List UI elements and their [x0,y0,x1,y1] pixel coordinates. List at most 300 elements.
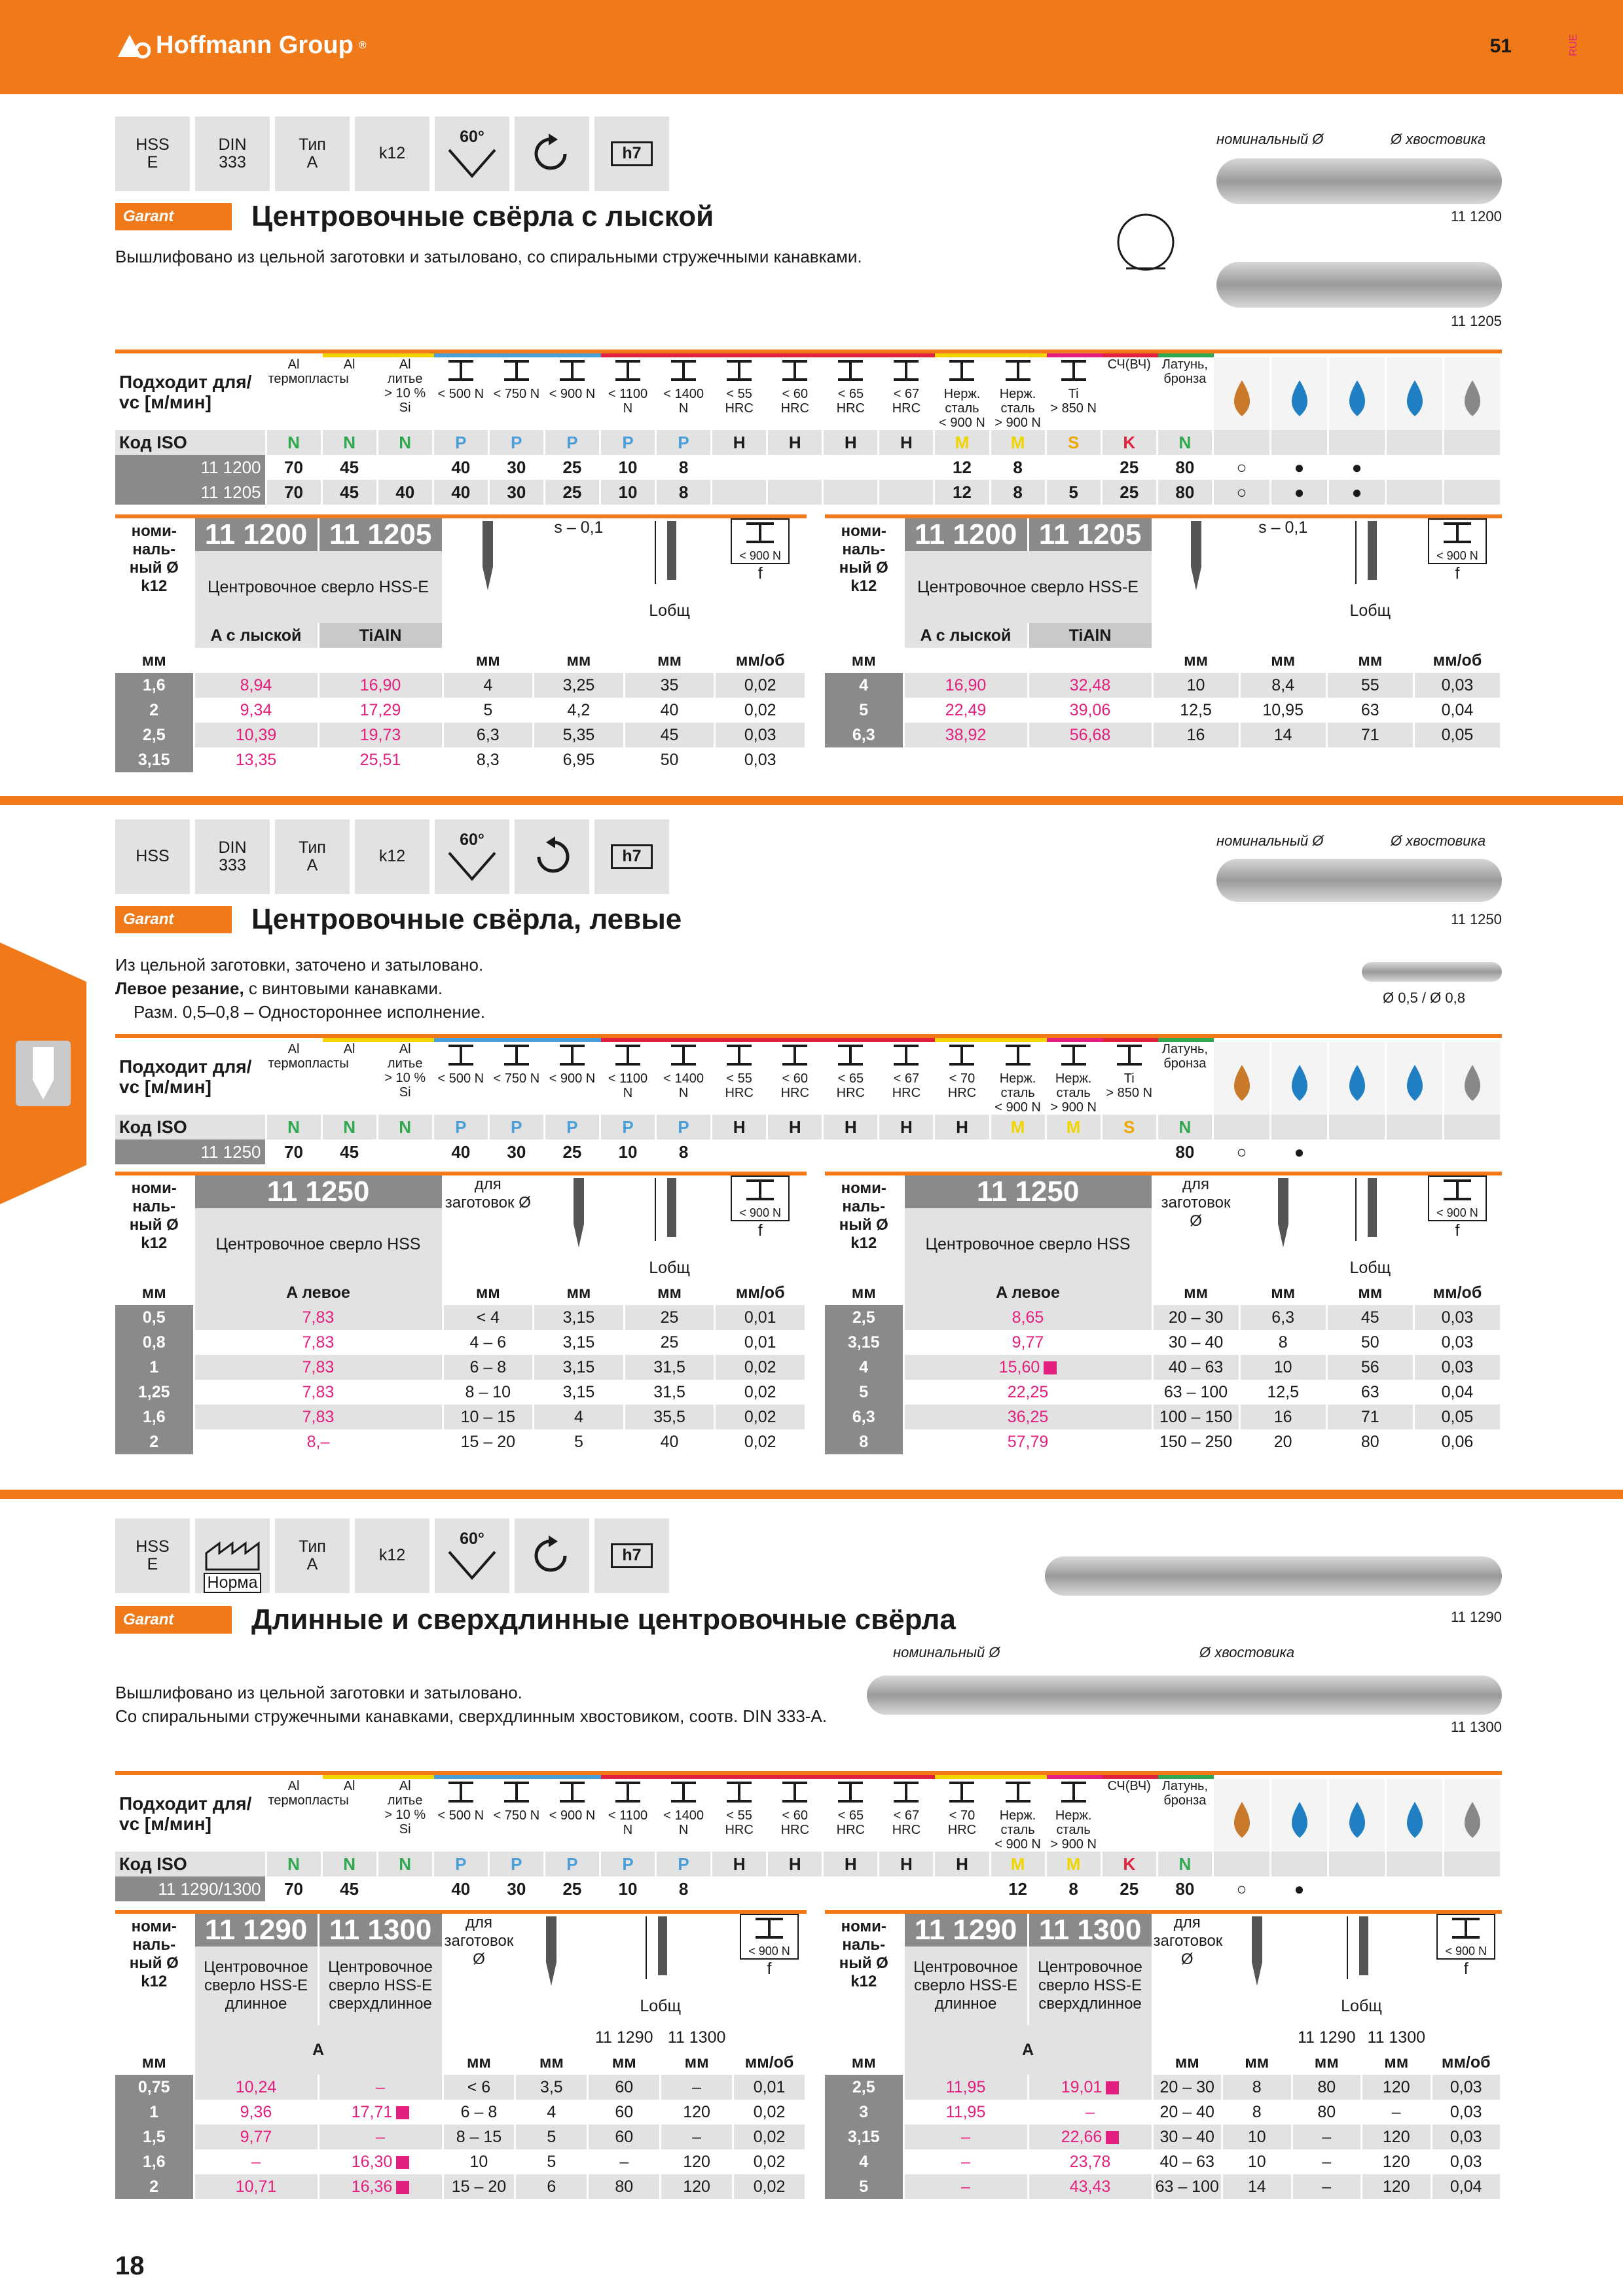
table-cell: 9,36 [194,2100,318,2125]
table-cell: 16,30 [318,2149,443,2174]
cutting-speed: 30 [488,1139,544,1164]
iso-code: P [544,1115,600,1139]
iso-code: P [600,430,655,455]
iso-code: P [656,1115,712,1139]
cutting-speed [767,1139,823,1164]
material-header: Al [321,355,377,430]
table-cell: – [903,2174,1028,2199]
tolerance-badge: k12 [355,117,429,191]
table-cell: 80 [1326,1429,1413,1454]
unit: мм [443,2050,515,2075]
material-header: < 1100 N [600,1777,655,1852]
table-row [115,2125,806,2149]
blank-header: для заготовок Ø [443,1175,534,1280]
cutting-speed: 25 [1101,480,1157,505]
iso-code: P [544,430,600,455]
drill-icon-cell [1239,1175,1326,1280]
hoffmann-logo-icon [115,32,151,60]
unit: мм/об [715,1280,806,1305]
cutting-speed: 8 [656,1876,712,1901]
table-cell: 13,35 [194,747,318,772]
coolant-mark: ● [1271,480,1328,505]
table-cell: 0,04 [1413,698,1501,723]
table-cell: 12,5 [1152,698,1239,723]
table-cell: 0,02 [715,1429,806,1454]
coolant-mark [1328,1139,1386,1164]
coating-label: A левое [903,1280,1152,1305]
table-cell: 3,5 [515,2075,588,2100]
table-cell: 16,36 [318,2174,443,2199]
product-name: Центровочное сверло HSS-E [903,551,1152,623]
iso-code: P [544,1852,600,1876]
unit: мм/об [1413,648,1501,673]
spray-icon [1328,1040,1386,1115]
shank-label: Ø хвостовика [1391,833,1486,849]
iso-code: N [321,430,377,455]
unit: мм [115,1280,194,1305]
length-header: Lобщ [1326,518,1413,623]
table-cell: 100 – 150 [1152,1405,1239,1429]
cutting-speed: 45 [321,1876,377,1901]
article-number: 11 1250 [194,1175,443,1208]
table-cell: 36,25 [903,1405,1152,1429]
table-cell: 0,03 [1413,1355,1501,1380]
materials-table [115,1038,1502,1164]
drill-icon [566,1175,592,1254]
table-cell: – [661,2075,733,2100]
iso-label: Код ISO [115,1852,266,1876]
cutting-speed: 25 [1101,1876,1157,1901]
coating-label: A с лыской [194,623,318,648]
table-cell: 5 [825,698,903,723]
new-marker-icon [396,2156,409,2169]
table-cell: 25 [624,1330,715,1355]
table-cell: 2,5 [825,1305,903,1330]
material-header: < 67 HRC [879,1040,934,1115]
table-row [825,2100,1501,2125]
table-cell: 43,43 [1028,2174,1152,2199]
table-cell: 8,3 [443,747,534,772]
cutting-speed: 10 [600,455,655,480]
dimension-table-left [115,1172,807,1454]
material-header: Al термопласты [266,1040,321,1115]
coolant-mark [1386,1139,1444,1164]
nominal-header: номи- наль- ный Ø k12 [115,518,194,623]
table-cell: 2 [115,2174,194,2199]
cutting-speed [712,455,767,480]
material-header: < 1400 N [656,355,712,430]
image-caption: 11 1250 [1451,911,1502,927]
cutting-speed [879,1139,934,1164]
shank-tolerance-icon: h7 [594,117,669,191]
cutting-speed: 12 [990,1876,1046,1901]
material-header: < 70 HRC [934,1040,990,1115]
article-number: 11 1205 [318,518,443,551]
section-title: Центровочные свёрла, левые [251,903,682,935]
iso-code: P [600,1115,655,1139]
cutting-speed: 25 [544,1876,600,1901]
table-row [115,1380,806,1405]
type-label: A [194,2025,443,2075]
property-icons [115,819,669,894]
material-badge: HSS E [115,117,190,191]
cutting-speed [934,1139,990,1164]
table-cell: 50 [624,747,715,772]
cutting-speed: 80 [1157,1876,1213,1901]
table-cell: 0,02 [733,2149,806,2174]
feed-header: < 900 N f [715,518,806,623]
coolant-mark [1386,455,1444,480]
table-cell: 40 [624,698,715,723]
dimension-table-right [825,1172,1502,1454]
unit: мм [115,2050,194,2075]
table-cell: 8 – 15 [443,2125,515,2149]
material-header: Нерж. сталь > 900 N [1046,1040,1101,1115]
cutting-speed [823,1139,879,1164]
table-row [115,747,806,772]
cutting-speed: 40 [433,1876,488,1901]
no-coolant-icon [1386,1777,1444,1852]
drill-icon-cell [534,1175,625,1280]
unit: мм [1292,2050,1362,2075]
material-header: < 1100 N [600,355,655,430]
table-cell: 9,77 [903,1330,1152,1355]
table-cell: 10,95 [1239,698,1326,723]
feed-header: < 900 N f [1413,518,1501,623]
table-cell: 0,06 [1413,1429,1501,1454]
table-cell: 25 [624,1305,715,1330]
table-cell: 3,25 [534,673,625,698]
table-row [825,1355,1501,1380]
table-cell: 57,79 [903,1429,1152,1454]
table-cell: 16,90 [903,673,1028,698]
length-icon [1351,518,1390,597]
table-row [825,723,1501,747]
iso-code: H [823,1852,879,1876]
material-header: Нерж. сталь > 900 N [990,355,1046,430]
section-description: Вышлифовано из цельной заготовки и затыловано, со спиральными стружечными канавками. [115,247,862,266]
table-row [825,1330,1501,1355]
material-header: < 55 HRC [712,1040,767,1115]
table-cell: 4 [825,673,903,698]
iso-code: P [488,1115,544,1139]
table-cell: 0,03 [1431,2100,1501,2125]
coolant-mark: ● [1328,455,1386,480]
table-cell: 0,05 [1413,1405,1501,1429]
product-name: Центровочное сверло HSS [194,1208,443,1280]
cutting-speed: 70 [266,455,321,480]
cutting-speed: 70 [266,480,321,505]
cutting-speed: 8 [656,455,712,480]
cutting-speed [823,480,879,505]
table-cell: 14 [1239,723,1326,747]
table-cell: 8 [825,1429,903,1454]
table-cell: 2 [115,698,194,723]
new-marker-icon [1106,2081,1119,2094]
material-header: < 500 N [433,1040,488,1115]
table-cell: 20 [1239,1429,1326,1454]
table-cell: 22,66 [1028,2125,1152,2149]
material-header: < 67 HRC [879,355,934,430]
materials-table [115,1775,1502,1901]
table-cell: 10 [1222,2125,1292,2149]
material-header: < 60 HRC [767,1040,823,1115]
iso-code: M [934,430,990,455]
table-row [825,698,1501,723]
iso-label: Код ISO [115,1115,266,1139]
table-row [115,1429,806,1454]
table-cell: 60 [588,2075,661,2100]
table-cell: 8,– [194,1429,443,1454]
table-cell: 1,5 [115,2125,194,2149]
unit: мм [1152,1280,1239,1305]
cutting-speed: 5 [1046,480,1101,505]
cutting-speed [1046,455,1101,480]
cutting-speed: 12 [934,455,990,480]
table-cell: 0,04 [1431,2174,1501,2199]
table-cell: 4 [825,2149,903,2174]
cutting-speed: 40 [377,480,433,505]
section-description: Вышлифовано из цельной заготовки и затыловано. Со спиральными стружечными канавками, сверхдлинным хвостовиком, соотв. DIN 333-A. [115,1683,827,1726]
cutting-speed: 80 [1157,1139,1213,1164]
material-header: Ti > 850 N [1046,355,1101,430]
brand-logo: Hoffmann Group ® [115,31,367,60]
new-marker-icon [396,2106,409,2119]
iso-code: H [712,430,767,455]
table-cell: – [1292,2125,1362,2149]
unit: мм [1222,2050,1292,2075]
cutting-speed [712,1139,767,1164]
table-cell: 2 [115,1429,194,1454]
drill-image [1216,859,1502,902]
table-cell: 16,90 [318,673,443,698]
table-cell: 40 [624,1429,715,1454]
table-cell: 5 [515,2125,588,2149]
iso-code: N [377,430,433,455]
iso-code: N [1157,430,1213,455]
table-cell: 63 – 100 [1152,1380,1239,1405]
table-cell: – [588,2149,661,2174]
table-cell: 38,92 [903,723,1028,747]
page-number: 51 [1489,35,1512,57]
image-caption: 11 1300 [1451,1719,1502,1735]
flat-size-header: s – 0,1 [1239,518,1326,623]
table-cell: 0,02 [715,1405,806,1429]
property-icons [115,117,669,191]
table-row [115,2075,806,2100]
unit: мм [1326,648,1413,673]
iso-code: H [712,1852,767,1876]
nominal-header: номи- наль- ный Ø k12 [825,518,903,623]
product-name: Центровочное сверло HSS-E длинное [194,1946,318,2025]
table-row [115,1305,806,1330]
standard-badge: DIN 333 [195,819,270,894]
unit: мм [661,2050,733,2075]
unit: мм [1239,648,1326,673]
table-cell: 5 [825,1380,903,1405]
dry-icon [1444,1777,1501,1852]
coolant-mark: ● [1271,1876,1328,1901]
table-cell: 4 [515,2100,588,2125]
table-cell: 10 [1222,2149,1292,2174]
feed-header: < 900 N f [733,1914,806,2025]
material-header: < 60 HRC [767,355,823,430]
garant-logo: Garant [115,906,232,933]
table-row [825,1305,1501,1330]
material-header: СЧ(ВЧ) [1101,355,1157,430]
iso-code: H [712,1115,767,1139]
tolerance-badge: k12 [355,1518,429,1593]
table-cell: 120 [1362,2149,1432,2174]
code-label: 11 1300 [661,2025,733,2050]
table-row [115,1330,806,1355]
table-cell: 17,71 [318,2100,443,2125]
table-cell: 7,83 [194,1355,443,1380]
table-cell: 40 – 63 [1152,1355,1239,1380]
coolant-mark: ○ [1213,455,1271,480]
material-header: < 750 N [488,1040,544,1115]
cutting-speed: 8 [990,480,1046,505]
unit: мм [1152,2050,1222,2075]
cutting-speed [879,455,934,480]
article-number: 11 1205 [1028,518,1152,551]
table-cell: 56,68 [1028,723,1152,747]
article-code: 11 1250 [115,1139,266,1164]
table-cell: 3,15 [534,1380,625,1405]
table-cell: 4 [825,1355,903,1380]
dry-icon [1444,355,1501,430]
table-row [825,1380,1501,1405]
drop-oil-icon [1213,1040,1271,1115]
cutting-speed: 8 [656,480,712,505]
material-header: Al литье > 10 % Si [377,1040,433,1115]
blank-header: для заготовок Ø [443,1914,515,2025]
coating-label: A левое [194,1280,443,1305]
cutting-speed: 40 [433,455,488,480]
material-header: Нерж. сталь < 900 N [934,355,990,430]
cutting-speed: 40 [433,1139,488,1164]
iso-label: Код ISO [115,430,266,455]
dimension-table-left [115,1910,807,2199]
drill-icon-cell [515,1914,588,2025]
table-cell: 10,71 [194,2174,318,2199]
cutting-speed: 8 [1046,1876,1101,1901]
iso-code: P [600,1852,655,1876]
table-cell: 0,05 [1413,723,1501,747]
material-header: < 900 N [544,1040,600,1115]
iso-code: H [767,430,823,455]
iso-code: P [488,1852,544,1876]
table-cell: – [318,2075,443,2100]
table-cell: 35,5 [624,1405,715,1429]
table-cell: 80 [1292,2075,1362,2100]
no-coolant-icon [1386,1040,1444,1115]
table-cell: 0,03 [1413,1305,1501,1330]
table-cell: 0,5 [115,1305,194,1330]
drill-image [1216,158,1502,204]
article-number: 11 1300 [1028,1914,1152,1946]
table-row [825,2149,1501,2174]
unit: мм [1239,1280,1326,1305]
cutting-speed [1101,1139,1157,1164]
table-cell: 12,5 [1239,1380,1326,1405]
material-badge: HSS [115,819,190,894]
material-badge: HSS E [115,1518,190,1593]
cutting-speed: 40 [433,480,488,505]
iso-code: N [377,1852,433,1876]
table-row [115,698,806,723]
table-cell: 3,15 [534,1330,625,1355]
unit: мм [443,1280,534,1305]
flat-section-icon [1113,203,1185,288]
table-cell: 4,2 [534,698,625,723]
table-cell: 7,83 [194,1405,443,1429]
footer-page-number: 18 [115,2251,145,2280]
cutting-speed [934,1876,990,1901]
language-code: RUE [1568,34,1579,56]
cutting-speed: 80 [1157,455,1213,480]
type-badge: Тип A [275,117,350,191]
angle-icon: 60° [435,819,509,894]
cutting-speed: 70 [266,1876,321,1901]
table-cell: 0,03 [1431,2125,1501,2149]
new-marker-icon [1106,2131,1119,2144]
cutting-speed: 45 [321,455,377,480]
table-cell: 1,25 [115,1380,194,1405]
nominal-label: номинальный Ø [1216,131,1324,147]
image-caption: Ø 0,5 / Ø 0,8 [1383,990,1465,1006]
brand-name: Hoffmann Group [156,31,354,59]
cutting-speed: 12 [934,480,990,505]
material-header: < 1100 N [600,1040,655,1115]
table-cell: 120 [661,2100,733,2125]
drill-image-extra-long [867,1676,1502,1715]
table-cell: 11,95 [903,2075,1028,2100]
flat-size-header: s – 0,1 [534,518,625,623]
blank-header: для заготовок Ø [1152,1175,1239,1280]
iso-code: N [266,1852,321,1876]
article-code: 11 1205 [115,480,266,505]
table-cell: 5 [825,2174,903,2199]
rotation-right-icon [515,117,589,191]
shank-label: Ø хвостовика [1391,131,1486,147]
article-code: 11 1200 [115,455,266,480]
rotation-left-icon [515,819,589,894]
table-cell: 6,95 [534,747,625,772]
table-cell: 20 – 40 [1152,2100,1222,2125]
cutting-speed [377,455,433,480]
table-cell: 80 [588,2174,661,2199]
table-cell: < 6 [443,2075,515,2100]
iso-code: S [1046,430,1101,455]
table-cell: 15 – 20 [443,2174,515,2199]
iso-code: H [823,430,879,455]
garant-logo: Garant [115,1606,232,1634]
coolant-mark [1444,480,1501,505]
drop-oil-icon [1213,1777,1271,1852]
iso-code: H [934,1115,990,1139]
table-cell: 1,6 [115,1405,194,1429]
material-header: Нерж. сталь > 900 N [1046,1777,1101,1852]
dimension-table-right [825,514,1502,747]
table-cell: 0,02 [715,673,806,698]
table-row [825,2075,1501,2100]
dimension-table-right [825,1910,1502,2199]
nominal-header: номи- наль- ный Ø k12 [115,1175,194,1280]
iso-code: H [823,1115,879,1139]
table-cell: 50 [1326,1330,1413,1355]
material-header: < 1400 N [656,1777,712,1852]
